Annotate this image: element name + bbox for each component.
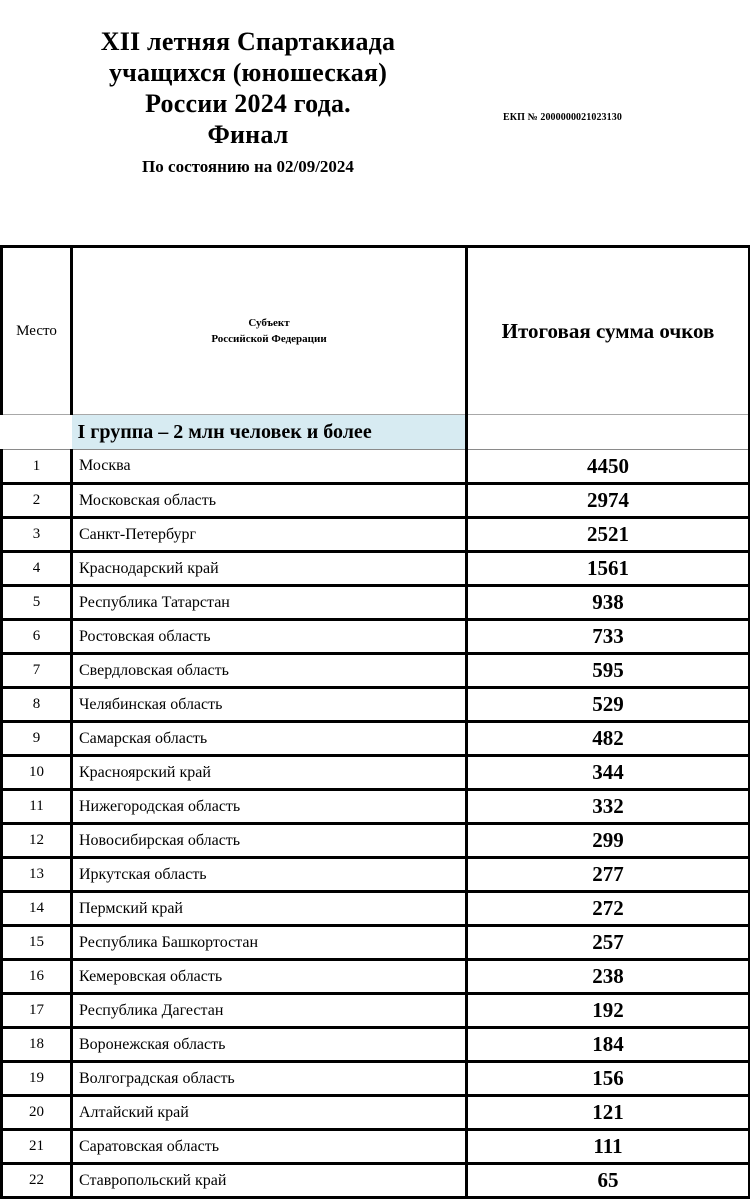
- cell-place: 13: [2, 858, 72, 892]
- column-header-region-line1: Субъект: [248, 317, 290, 329]
- column-header-region-line2: Российской Федерации: [211, 333, 327, 345]
- cell-score: 238: [467, 960, 750, 994]
- cell-region: Ростовская область: [72, 620, 467, 654]
- cell-score: 257: [467, 926, 750, 960]
- group-header-title: I группа – 2 млн человек и более: [72, 415, 467, 450]
- cell-place: 9: [2, 722, 72, 756]
- cell-score: 277: [467, 858, 750, 892]
- cell-place: 17: [2, 994, 72, 1028]
- cell-score: 344: [467, 756, 750, 790]
- cell-place: 12: [2, 824, 72, 858]
- cell-region: Нижегородская область: [72, 790, 467, 824]
- cell-score: 938: [467, 586, 750, 620]
- cell-region: Волгоградская область: [72, 1062, 467, 1096]
- cell-score: 2974: [467, 484, 750, 518]
- title-line-2: учащихся (юношеская): [108, 58, 388, 87]
- table-row: [2, 994, 750, 1028]
- table-row: [2, 926, 750, 960]
- cell-place: 4: [2, 552, 72, 586]
- cell-place: 11: [2, 790, 72, 824]
- cell-region: Самарская область: [72, 722, 467, 756]
- cell-place: 22: [2, 1164, 72, 1198]
- table-row: [2, 450, 750, 484]
- title-line-1: XII летняя Спартакиада: [100, 27, 396, 56]
- table-row: [2, 484, 750, 518]
- cell-score: 2521: [467, 518, 750, 552]
- cell-score: 482: [467, 722, 750, 756]
- cell-place: 5: [2, 586, 72, 620]
- column-header-score: Итоговая сумма очков: [467, 247, 750, 415]
- cell-place: 20: [2, 1096, 72, 1130]
- table-row: [2, 518, 750, 552]
- title-line-3: России 2024 года.: [145, 89, 351, 118]
- cell-score: 733: [467, 620, 750, 654]
- cell-region: Республика Дагестан: [72, 994, 467, 1028]
- cell-region: Новосибирская область: [72, 824, 467, 858]
- table-row: [2, 1130, 750, 1164]
- cell-region: Республика Башкортостан: [72, 926, 467, 960]
- group-header-row: [2, 415, 750, 450]
- cell-score: 272: [467, 892, 750, 926]
- cell-place: 14: [2, 892, 72, 926]
- table-row: [2, 892, 750, 926]
- cell-score: 4450: [467, 450, 750, 484]
- cell-region: Воронежская область: [72, 1028, 467, 1062]
- cell-place: 1: [2, 450, 72, 484]
- cell-place: 2: [2, 484, 72, 518]
- title-block: [18, 26, 478, 177]
- table-row: [2, 586, 750, 620]
- results-table: [0, 245, 750, 1199]
- cell-score: 65: [467, 1164, 750, 1198]
- cell-place: 3: [2, 518, 72, 552]
- table-row: [2, 620, 750, 654]
- cell-place: 18: [2, 1028, 72, 1062]
- table-row: [2, 1028, 750, 1062]
- cell-region: Саратовская область: [72, 1130, 467, 1164]
- cell-region: Ставропольский край: [72, 1164, 467, 1198]
- cell-place: 8: [2, 688, 72, 722]
- table-row: [2, 1164, 750, 1198]
- cell-region: Алтайский край: [72, 1096, 467, 1130]
- table-row: [2, 1096, 750, 1130]
- cell-place: 16: [2, 960, 72, 994]
- cell-score: 156: [467, 1062, 750, 1096]
- table-row: [2, 654, 750, 688]
- group-header-score-cell: [467, 415, 750, 450]
- table-body: [2, 415, 750, 1198]
- cell-place: 21: [2, 1130, 72, 1164]
- cell-score: 332: [467, 790, 750, 824]
- cell-place: 10: [2, 756, 72, 790]
- cell-score: 529: [467, 688, 750, 722]
- cell-score: 121: [467, 1096, 750, 1130]
- status-date-subtitle: По состоянию на 02/09/2024: [142, 157, 354, 176]
- column-header-place: Место: [2, 247, 72, 415]
- cell-place: 7: [2, 654, 72, 688]
- table-row: [2, 960, 750, 994]
- title-line-4: Финал: [207, 120, 289, 149]
- cell-place: 6: [2, 620, 72, 654]
- column-header-region: [72, 247, 467, 415]
- table-row: [2, 858, 750, 892]
- cell-region: Иркутская область: [72, 858, 467, 892]
- cell-score: 1561: [467, 552, 750, 586]
- group-header-place-cell: [2, 415, 72, 450]
- table-header-row: [2, 247, 750, 415]
- document-header: [0, 0, 750, 245]
- cell-region: Пермский край: [72, 892, 467, 926]
- cell-region: Челябинская область: [72, 688, 467, 722]
- table-row: [2, 1062, 750, 1096]
- cell-score: 111: [467, 1130, 750, 1164]
- table-head: [2, 247, 750, 415]
- cell-region: Санкт-Петербург: [72, 518, 467, 552]
- table-row: [2, 552, 750, 586]
- cell-region: Кемеровская область: [72, 960, 467, 994]
- cell-score: 299: [467, 824, 750, 858]
- cell-place: 19: [2, 1062, 72, 1096]
- cell-region: Московская область: [72, 484, 467, 518]
- cell-region: Краснодарский край: [72, 552, 467, 586]
- cell-score: 595: [467, 654, 750, 688]
- table-row: [2, 756, 750, 790]
- table-row: [2, 688, 750, 722]
- cell-region: Красноярский край: [72, 756, 467, 790]
- cell-score: 192: [467, 994, 750, 1028]
- table-row: [2, 722, 750, 756]
- cell-region: Свердловская область: [72, 654, 467, 688]
- cell-place: 15: [2, 926, 72, 960]
- table-row: [2, 790, 750, 824]
- cell-region: Москва: [72, 450, 467, 484]
- table-row: [2, 824, 750, 858]
- cell-score: 184: [467, 1028, 750, 1062]
- cell-region: Республика Татарстан: [72, 586, 467, 620]
- ekp-number-label: ЕКП № 2000000021023130: [503, 112, 622, 123]
